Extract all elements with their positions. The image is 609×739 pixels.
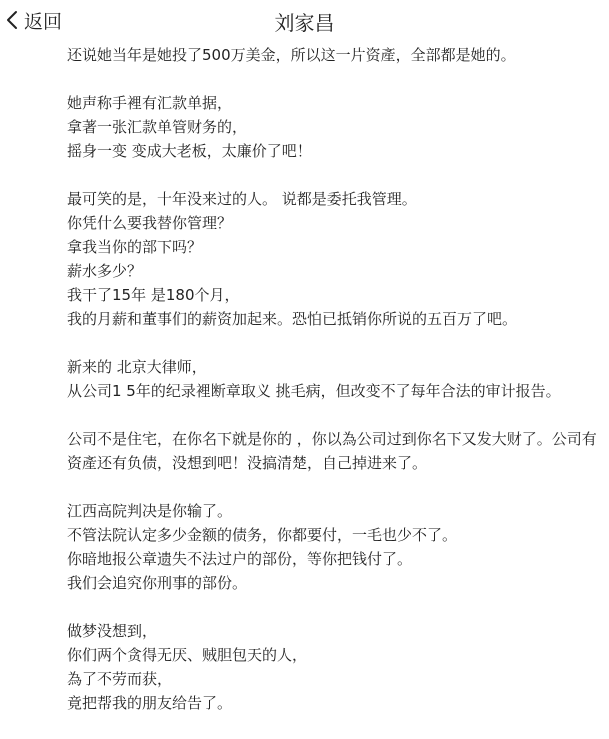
paragraph <box>67 43 603 67</box>
back-label: 返回 <box>24 10 63 33</box>
text-line: 新来的 北京大律师， <box>67 358 207 376</box>
text-line: 摇身一变 变成大老板，太廉价了吧！ <box>67 142 312 160</box>
text-line: 最可笑的是，十年没来过的人。 说都是委托我管理。 <box>67 190 417 208</box>
text-line: 拿著一张汇款单管财务的， <box>67 118 248 136</box>
text-line: 做梦没想到， <box>67 622 158 640</box>
text-line: 你们两个贪得无厌、贼胆包天的人， <box>67 646 308 664</box>
text-line: 我们会追究你刑事的部份。 <box>67 574 248 592</box>
navigation-bar <box>0 0 609 40</box>
text-line: 她声称手裡有汇款单据， <box>67 94 233 112</box>
text-line: 资產还有负债，没想到吧！没搞清楚，自己掉进来了。 <box>67 454 428 472</box>
text-line: 从公司1 5年的纪录裡断章取义 挑毛病，但改变不了每年合法的审计报告。 <box>67 382 561 400</box>
text-line: 為了不劳而获， <box>67 670 173 688</box>
text-line: 竟把帮我的朋友给告了。 <box>67 694 233 712</box>
text-line: 公司不是住宅，在你名下就是你的 ，你以為公司过到你名下又发大财了。公司有 <box>67 430 597 448</box>
text-line: 我的月薪和董事们的薪资加起来。恐怕已抵销你所说的五百万了吧。 <box>67 310 518 328</box>
text-line: 江西高院判决是你输了。 <box>67 502 233 520</box>
paragraph <box>67 91 603 163</box>
text-line: 拿我当你的部下吗？ <box>67 238 203 256</box>
paragraph <box>67 187 603 331</box>
text-line: 薪水多少？ <box>67 262 143 280</box>
text-line: 你凭什么要我替你管理？ <box>67 214 233 232</box>
text-line: 你暗地报公章遗失不法过户的部份，等你把钱付了。 <box>67 550 413 568</box>
paragraph <box>67 355 603 403</box>
paragraph <box>67 499 603 595</box>
paragraph <box>67 427 603 475</box>
text-line: 还说她当年是她投了500万美金，所以这一片资產，全部都是她的。 <box>67 46 516 64</box>
page-title: 刘家昌 <box>274 11 335 35</box>
paragraph <box>67 619 603 715</box>
text-line: 不管法院认定多少金额的债务，你都要付，一毛也少不了。 <box>67 526 458 544</box>
text-line: 我干了15年 是180个月， <box>67 286 240 304</box>
message-content <box>67 43 603 739</box>
